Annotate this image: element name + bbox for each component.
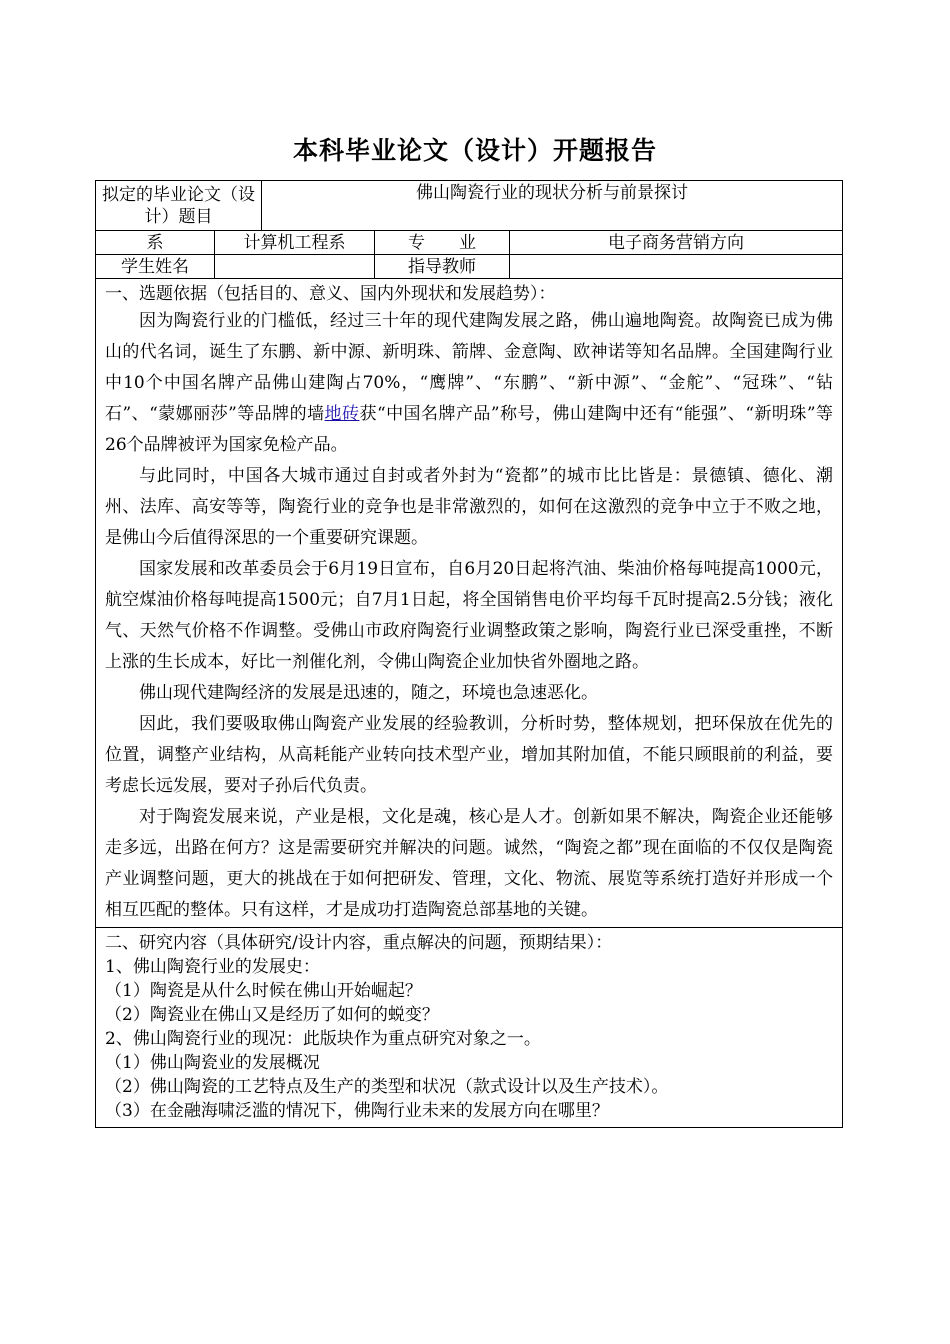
section2-line: 1、佛山陶瓷行业的发展史： bbox=[105, 957, 320, 977]
proposal-form-table bbox=[95, 180, 843, 1128]
floor-tile-link[interactable]: 地砖 bbox=[324, 404, 360, 424]
student-label: 学生姓名 bbox=[96, 255, 215, 279]
section2-line: （1）佛山陶瓷业的发展概况 bbox=[105, 1053, 320, 1073]
major-value: 电子商务营销方向 bbox=[510, 231, 843, 255]
student-advisor-row bbox=[96, 255, 843, 279]
section2-line: （2）佛山陶瓷的工艺特点及生产的类型和状况（款式设计以及生产技术）。 bbox=[105, 1077, 669, 1097]
section2-heading: 二、研究内容（具体研究/设计内容，重点解决的问题，预期结果）： bbox=[105, 933, 613, 953]
dept-major-row bbox=[96, 231, 843, 255]
section1-paragraph-4: 佛山现代建陶经济的发展是迅速的，随之，环境也急速恶化。 bbox=[139, 683, 598, 703]
section1-row bbox=[96, 279, 843, 928]
dept-label: 系 bbox=[96, 231, 215, 255]
topic-label: 拟定的毕业论文（设计）题目 bbox=[96, 181, 262, 231]
p1-text-b: 获“中国名牌产品”称号，佛山建陶中还有“能强”、“新明珠”等26个品牌被评为国家免检产品。 bbox=[105, 404, 834, 455]
section1-paragraph-3: 国家发展和改革委员会于6月19日宣布，自6月20日起将汽油、柴油价格每吨提高1000元，航空煤油价格每吨提高1500元；自7月1日起，将全国销售电价平均每千瓦时提高2.5分钱；液化气、天然气价格不作调整。受佛山市政府陶瓷行业调整政策之影响，陶瓷行业已深受重挫，不断上涨的生长成本，好比一剂催化剂，令佛山陶瓷企业加快省外圈地之路。 bbox=[105, 559, 833, 672]
section1-paragraph-1 bbox=[105, 306, 833, 461]
section2-row bbox=[96, 928, 843, 1128]
section2-line: （1）陶瓷是从什么时候在佛山开始崛起？ bbox=[105, 981, 422, 1001]
section2-cell bbox=[96, 928, 843, 1128]
advisor-label: 指导教师 bbox=[375, 255, 510, 279]
dept-value: 计算机工程系 bbox=[215, 231, 375, 255]
major-label: 专 业 bbox=[375, 231, 510, 255]
section2-line: 2、佛山陶瓷行业的现况：此版块作为重点研究对象之一。 bbox=[105, 1029, 541, 1049]
advisor-value bbox=[510, 255, 843, 279]
section1-cell bbox=[96, 279, 843, 928]
section1-heading: 一、选题依据（包括目的、意义、国内外现状和发展趋势）： bbox=[105, 284, 556, 304]
section2-line: （2）陶瓷业在佛山又是经历了如何的蜕变？ bbox=[105, 1005, 439, 1025]
section1-paragraph-5: 因此，我们要吸取佛山陶瓷产业发展的经验教训，分析时势，整体规划，把环保放在优先的位置，调整产业结构，从高耗能产业转向技术型产业，增加其附加值，不能只顾眼前的利益，要考虑长远发展，要对子孙后代负责。 bbox=[105, 714, 833, 796]
p1-text-a: 因为陶瓷行业的门槛低，经过三十年的现代建陶发展之路，佛山遍地陶瓷。故陶瓷已成为佛山的代名词，诞生了东鹏、新中源、新明珠、箭牌、金意陶、欧神诺等知名品牌。全国建陶行业中10个中国名牌产品佛山建陶占70%，“鹰牌”、“东鹏”、“新中源”、“金舵”、“冠珠”、“钻石”、“蒙娜丽莎”等品牌的墙 bbox=[105, 311, 833, 424]
page-title: 本科毕业论文（设计）开题报告 bbox=[292, 136, 657, 165]
section2-line: （3）在金融海啸泛滥的情况下，佛陶行业未来的发展方向在哪里？ bbox=[105, 1101, 609, 1121]
student-value bbox=[215, 255, 375, 279]
topic-row bbox=[96, 181, 843, 231]
section1-paragraph-6: 对于陶瓷发展来说，产业是根，文化是魂，核心是人才。创新如果不解决，陶瓷企业还能够走多远，出路在何方？这是需要研究并解决的问题。诚然，“陶瓷之都”现在面临的不仅仅是陶瓷产业调整问题，更大的挑战在于如何把研发、管理，文化、物流、展览等系统打造好并形成一个相互匹配的整体。只有这样，才是成功打造陶瓷总部基地的关键。 bbox=[105, 807, 833, 920]
section1-paragraph-2: 与此同时，中国各大城市通过自封或者外封为“瓷都”的城市比比皆是：景德镇、德化、潮州、法库、高安等等，陶瓷行业的竞争也是非常激烈的，如何在这激烈的竞争中立于不败之地，是佛山今后值得深思的一个重要研究课题。 bbox=[105, 466, 833, 548]
topic-value: 佛山陶瓷行业的现状分析与前景探讨 bbox=[262, 181, 843, 231]
